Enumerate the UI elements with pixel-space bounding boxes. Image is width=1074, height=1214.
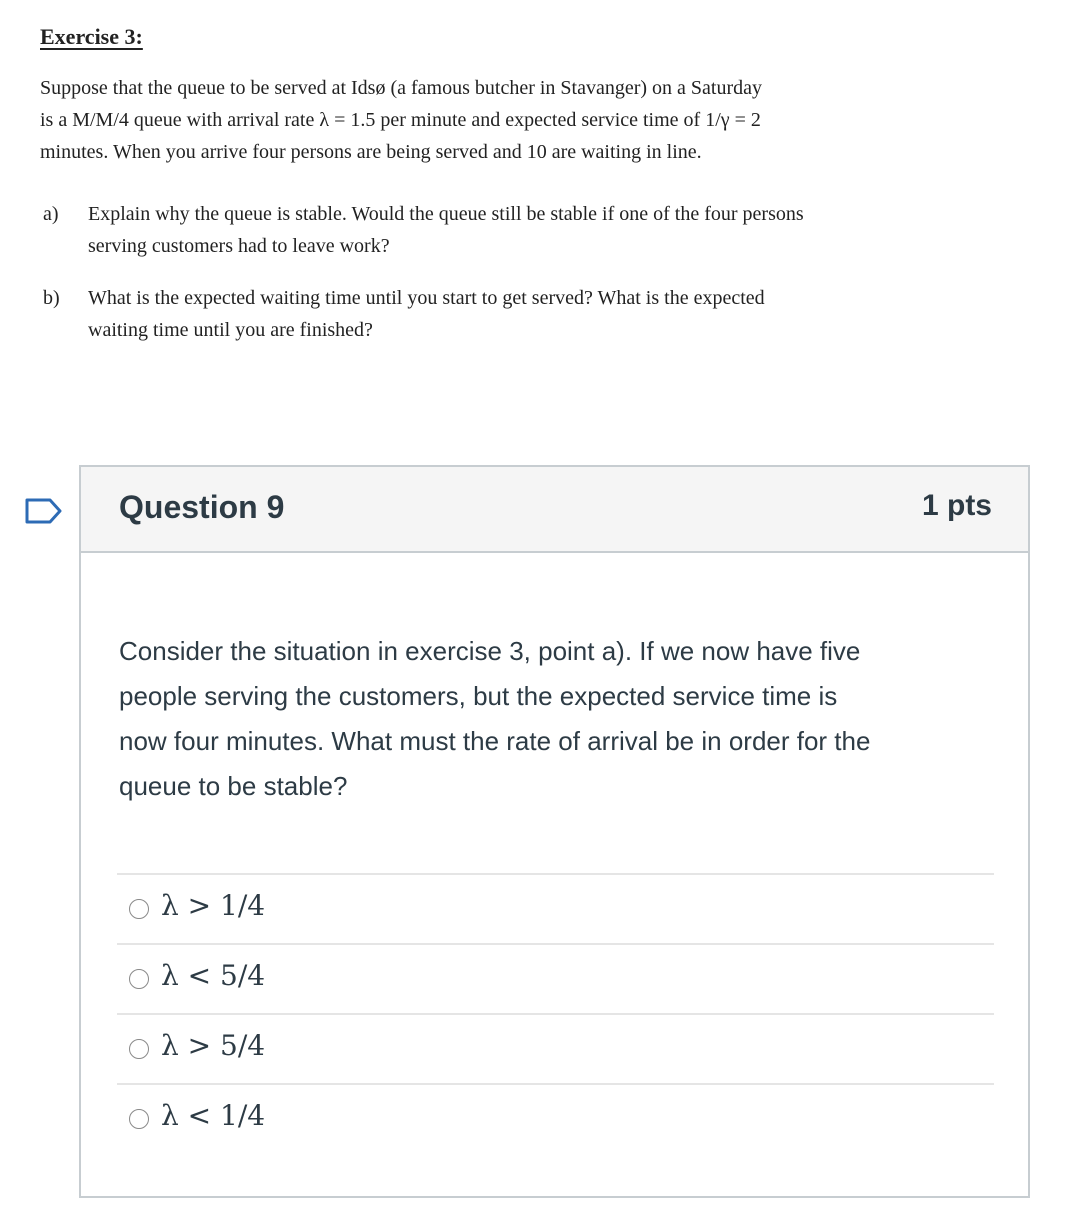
answer-option-4[interactable] [117,1083,994,1153]
question-title: Question 9 [119,489,285,525]
exercise-intro-line: minutes. When you arrive four persons are being served and 10 are waiting in line. [40,141,702,163]
answer-label[interactable]: λ < 1/4 [161,1099,266,1132]
exercise-title: Exercise 3: [40,24,143,49]
flag-question-icon-svg [24,497,64,525]
exercise-block [40,24,1020,346]
question-header [81,467,1028,553]
exercise-item-label: b) [43,287,60,309]
radio-button-icon[interactable] [129,1039,149,1059]
answer-option-2[interactable] [117,943,994,1013]
radio-button-icon[interactable] [129,969,149,989]
exercise-item-text: What is the expected waiting time until you start to get served? What is the expected [88,287,765,309]
answer-label[interactable]: λ < 5/4 [161,959,266,992]
question-card [79,465,1030,1198]
answer-list [117,873,994,1153]
exercise-intro-line: Suppose that the queue to be served at Idsø (a famous butcher in Stavanger) on a Saturday [40,77,763,99]
radio-button-icon[interactable] [129,899,149,919]
answer-label[interactable]: λ > 5/4 [161,1029,266,1062]
exercise-intro-line: is a M/M/4 queue with arrival rate λ = 1.5 per minute and expected service time of 1/γ = 2 [40,109,761,131]
answer-label[interactable]: λ > 1/4 [161,889,266,922]
exercise-intro [40,72,1020,168]
answer-option-3[interactable] [117,1013,994,1083]
question-points: 1 pts [921,489,992,522]
exercise-item-label: a) [43,203,59,225]
question-text [119,629,994,809]
question-text-line: people serving the customers, but the expected service time is [119,681,838,711]
question-text-line: queue to be stable? [119,771,348,801]
question-text-line: now four minutes. What must the rate of arrival be in order for the [119,726,871,756]
radio-button-icon[interactable] [129,1109,149,1129]
exercise-item-a [40,198,1020,262]
question-text-line: Consider the situation in exercise 3, point a). If we now have five [119,636,861,666]
answer-option-1[interactable] [117,873,994,943]
exercise-item-text: waiting time until you are finished? [88,319,373,341]
exercise-item-b [40,282,1020,346]
flag-question-icon[interactable] [24,497,64,525]
exercise-item-text: Explain why the queue is stable. Would the queue still be stable if one of the four persons [88,203,804,225]
exercise-item-text: serving customers had to leave work? [88,235,390,257]
